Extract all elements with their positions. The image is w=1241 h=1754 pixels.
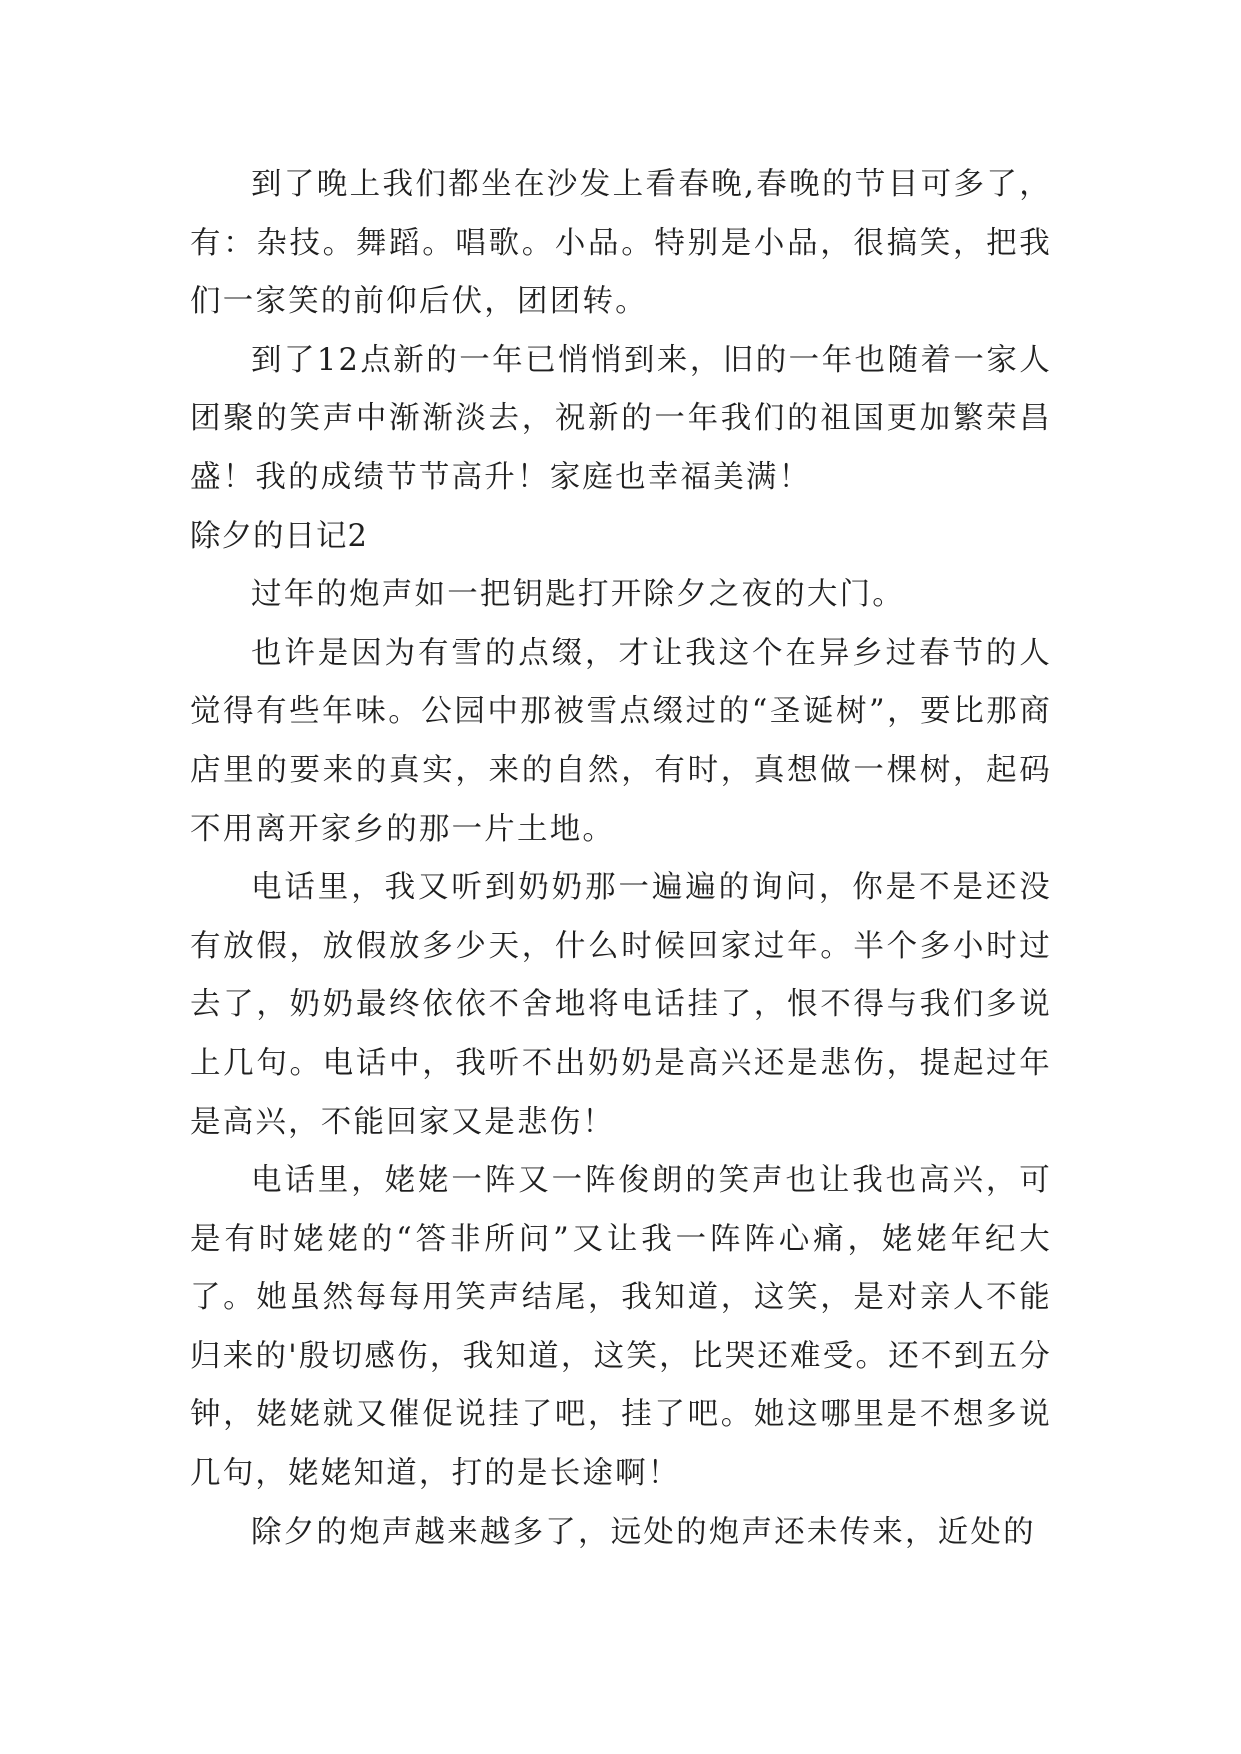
paragraph-grandma-call: 电话里，我又听到奶奶那一遍遍的询问，你是不是还没有放假，放假放多少天，什么时候回家过年。半个多小时过去了，奶奶最终依依不舍地将电话挂了，恨不得与我们多说上几句。电话中，我听不出奶奶是高兴还是悲伤，提起过年是高兴，不能回家又是悲伤！ — [190, 870, 1052, 1140]
paragraph-firecrackers-more: 除夕的炮声越来越多了，远处的炮声还未传来，近处的 — [251, 1514, 1036, 1550]
section-heading: 除夕的日记2 — [190, 518, 368, 554]
paragraph-grandma-maternal-call: 电话里，姥姥一阵又一阵俊朗的笑声也让我也高兴，可是有时姥姥的“答非所问”又让我一阵阵心痛，姥姥年纪大了。她虽然每每用笑声结尾，我知道，这笑，是对亲人不能归来的'殷切感伤，我知道，这笑，比哭还难受。还不到五分钟，姥姥就又催促说挂了吧，挂了吧。她这哪里是不想多说几句，姥姥知道，打的是长途啊！ — [190, 1163, 1052, 1492]
document-body — [190, 156, 1052, 1562]
paragraph-snow: 也许是因为有雪的点缀，才让我这个在异乡过春节的人觉得有些年味。公园中那被雪点缀过的“圣诞树”，要比那商店里的要来的真实，来的自然，有时，真想做一棵树，起码不用离开家乡的那一片土地。 — [190, 635, 1052, 847]
paragraph-new-year-midnight: 到了12点新的一年已悄悄到来，旧的一年也随着一家人团聚的笑声中渐渐淡去，祝新的一年我们的祖国更加繁荣昌盛！我的成绩节节高升！家庭也幸福美满！ — [190, 342, 1052, 495]
paragraph-firecrackers: 过年的炮声如一把钥匙打开除夕之夜的大门。 — [251, 577, 905, 613]
paragraph-spring-gala: 到了晚上我们都坐在沙发上看春晚,春晚的节目可多了，有：杂技。舞蹈。唱歌。小品。特别是小品，很搞笑，把我们一家笑的前仰后伏，团团转。 — [190, 167, 1052, 320]
